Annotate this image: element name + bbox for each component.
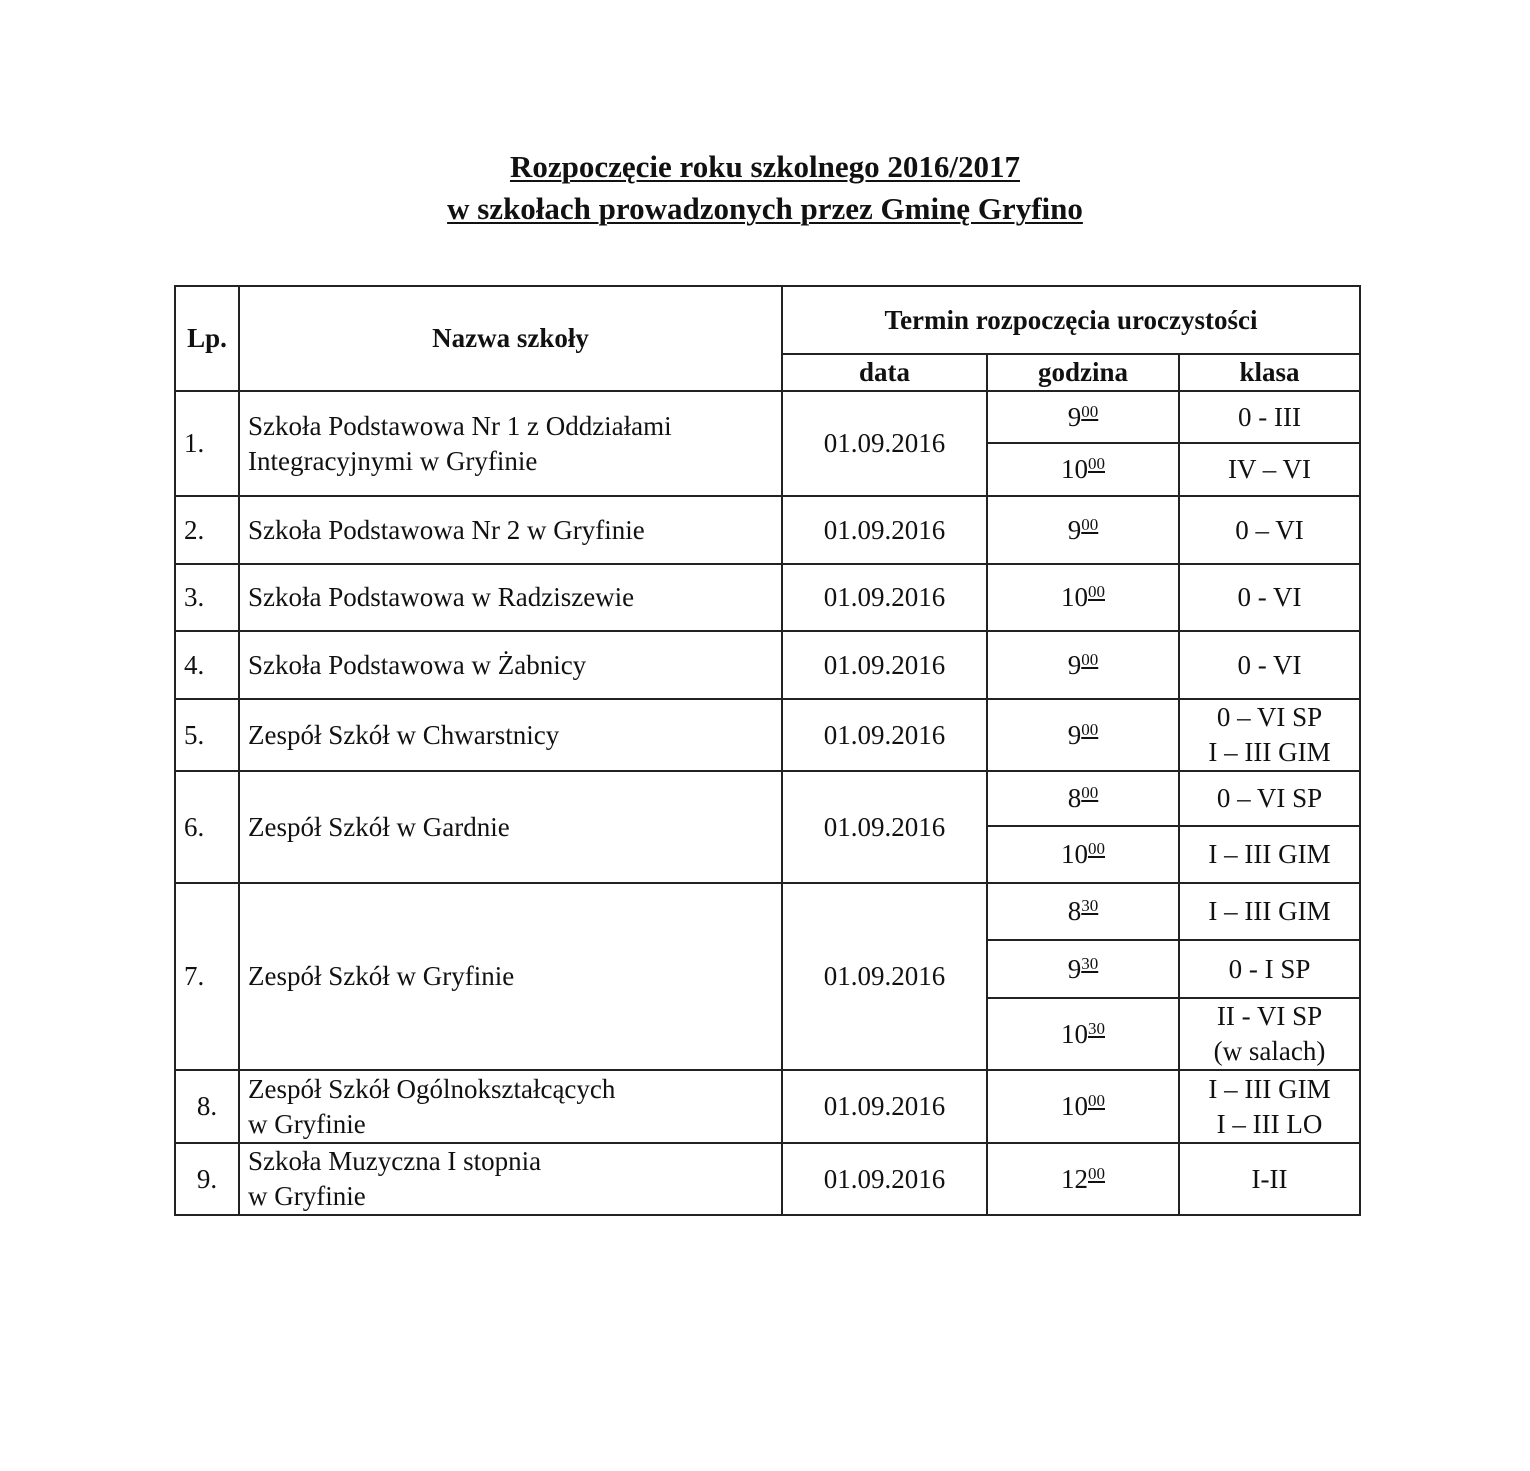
row-number: 3. [175,564,239,631]
school-name-line: Zespół Szkół w Gryfinie [248,961,515,991]
title-line-2: w szkołach prowadzonych przez Gminę Gryfino [447,191,1083,226]
start-time [987,771,1179,826]
header-time: godzina [987,354,1179,391]
time-hour: 9 [1067,514,1082,545]
time-minute: 00 [1081,514,1099,534]
class-range-line: 0 – VI SP [1216,702,1323,732]
start-date: 01.09.2016 [782,391,987,496]
school-name-line: Zespół Szkół w Gardnie [248,811,510,842]
start-time [987,940,1179,998]
time-minute: 00 [1088,839,1105,858]
header-date: data [782,354,987,391]
class-range [1179,883,1360,940]
table-row [175,391,1360,443]
class-range-line: II - VI SP [1216,1001,1323,1031]
school-name [239,496,782,564]
class-range [1179,1070,1360,1143]
time-minute: 30 [1081,953,1099,973]
header-name: Nazwa szkoły [239,286,782,391]
class-range-line: 0 – VI [1235,514,1304,545]
school-name-line: Szkoła Podstawowa w Żabnicy [248,649,587,680]
school-name-line: Szkoła Podstawowa Nr 2 w Gryfinie [248,514,645,545]
class-range [1179,771,1360,826]
class-range-line: I – III GIM [1208,839,1331,869]
class-range-line: 0 - VI [1237,582,1302,612]
start-date: 01.09.2016 [782,883,987,1070]
time-minute: 30 [1088,1018,1105,1038]
schedule-table [174,285,1361,1216]
time-minute: 00 [1088,582,1105,601]
class-range-line: I – III GIM [1208,737,1331,767]
header-group: Termin rozpoczęcia uroczystości [782,286,1360,354]
school-name-line: Zespół Szkół Ogólnokształcących [248,1073,616,1104]
time-hour: 10 [1061,839,1088,869]
table-row [175,883,1360,940]
class-range-line: I – III GIM [1208,896,1331,926]
title-line-1: Rozpoczęcie roku szkolnego 2016/2017 [509,149,1021,184]
school-name-line: Szkoła Muzyczna I stopnia [248,1146,542,1176]
school-name [239,1070,782,1143]
row-number: 2. [175,496,239,564]
row-number: 6. [175,771,239,883]
start-time [987,443,1179,496]
start-time [987,391,1179,443]
start-date: 01.09.2016 [782,699,987,771]
class-range-line: I-II [1251,1163,1288,1194]
start-time [987,699,1179,771]
class-range [1179,826,1360,883]
table-header [175,286,1360,391]
table-row [175,564,1360,631]
time-hour: 8 [1067,783,1082,813]
start-date: 01.09.2016 [782,496,987,564]
school-name [239,564,782,631]
time-hour: 9 [1067,401,1082,432]
class-range [1179,391,1360,443]
start-time [987,564,1179,631]
header-class: klasa [1179,354,1360,391]
time-hour: 10 [1061,582,1088,612]
time-hour: 8 [1067,896,1082,926]
class-range [1179,699,1360,771]
time-minute: 00 [1088,1163,1105,1183]
time-minute: 00 [1081,401,1099,421]
time-hour: 10 [1061,1091,1088,1121]
table-row [175,1070,1360,1143]
row-number: 7. [175,883,239,1070]
time-hour: 9 [1067,953,1082,984]
start-time [987,1070,1179,1143]
school-name-line: Szkoła Podstawowa Nr 1 z Oddziałami [248,410,672,441]
school-name-line: Zespół Szkół w Chwarstnicy [248,719,560,750]
class-range-line: I – III LO [1216,1108,1323,1139]
row-number: 1. [175,391,239,496]
start-date: 01.09.2016 [782,771,987,883]
start-time [987,631,1179,699]
row-number: 5. [175,699,239,771]
class-range [1179,940,1360,998]
class-range-line: (w salach) [1213,1036,1326,1066]
school-name [239,631,782,699]
class-range-line: 0 - III [1238,401,1301,432]
start-date: 01.09.2016 [782,1070,987,1143]
school-name [239,391,782,496]
school-name-line: w Gryfinie [248,1181,366,1211]
time-minute: 00 [1081,719,1099,739]
row-number: 4. [175,631,239,699]
table-body [175,391,1360,1215]
school-name-line: w Gryfinie [248,1108,366,1139]
table-row [175,771,1360,826]
time-minute: 00 [1081,783,1099,802]
school-name [239,1143,782,1215]
time-minute: 00 [1088,1091,1105,1110]
table-row [175,699,1360,771]
row-number: 9. [175,1143,239,1215]
class-range [1179,631,1360,699]
class-range-line: 0 - I SP [1228,953,1311,984]
time-hour: 9 [1067,719,1082,750]
class-range [1179,564,1360,631]
start-time [987,496,1179,564]
class-range [1179,1143,1360,1215]
class-range-line: I – III GIM [1208,1073,1331,1104]
time-minute: 00 [1088,454,1105,473]
table-row [175,496,1360,564]
school-name-line: Szkoła Podstawowa w Radziszewie [248,582,635,612]
start-date: 01.09.2016 [782,564,987,631]
class-range-line: IV – VI [1228,454,1312,484]
school-name-line: Integracyjnymi w Gryfinie [248,445,538,476]
class-range [1179,496,1360,564]
time-hour: 12 [1061,1163,1088,1194]
class-range-line: 0 – VI SP [1216,783,1323,813]
time-hour: 9 [1067,649,1082,680]
time-minute: 00 [1081,649,1099,669]
time-hour: 10 [1061,454,1088,484]
start-time [987,1143,1179,1215]
class-range-line: 0 - VI [1237,649,1302,680]
class-range [1179,998,1360,1070]
start-date: 01.09.2016 [782,631,987,699]
time-hour: 10 [1061,1018,1088,1049]
table-row [175,631,1360,699]
row-number: 8. [175,1070,239,1143]
start-time [987,826,1179,883]
school-name [239,771,782,883]
start-time [987,883,1179,940]
school-name [239,699,782,771]
start-time [987,998,1179,1070]
class-range [1179,443,1360,496]
table-row [175,1143,1360,1215]
time-minute: 30 [1081,896,1099,915]
school-name [239,883,782,1070]
start-date: 01.09.2016 [782,1143,987,1215]
document-title [0,146,1530,230]
header-lp: Lp. [175,286,239,391]
